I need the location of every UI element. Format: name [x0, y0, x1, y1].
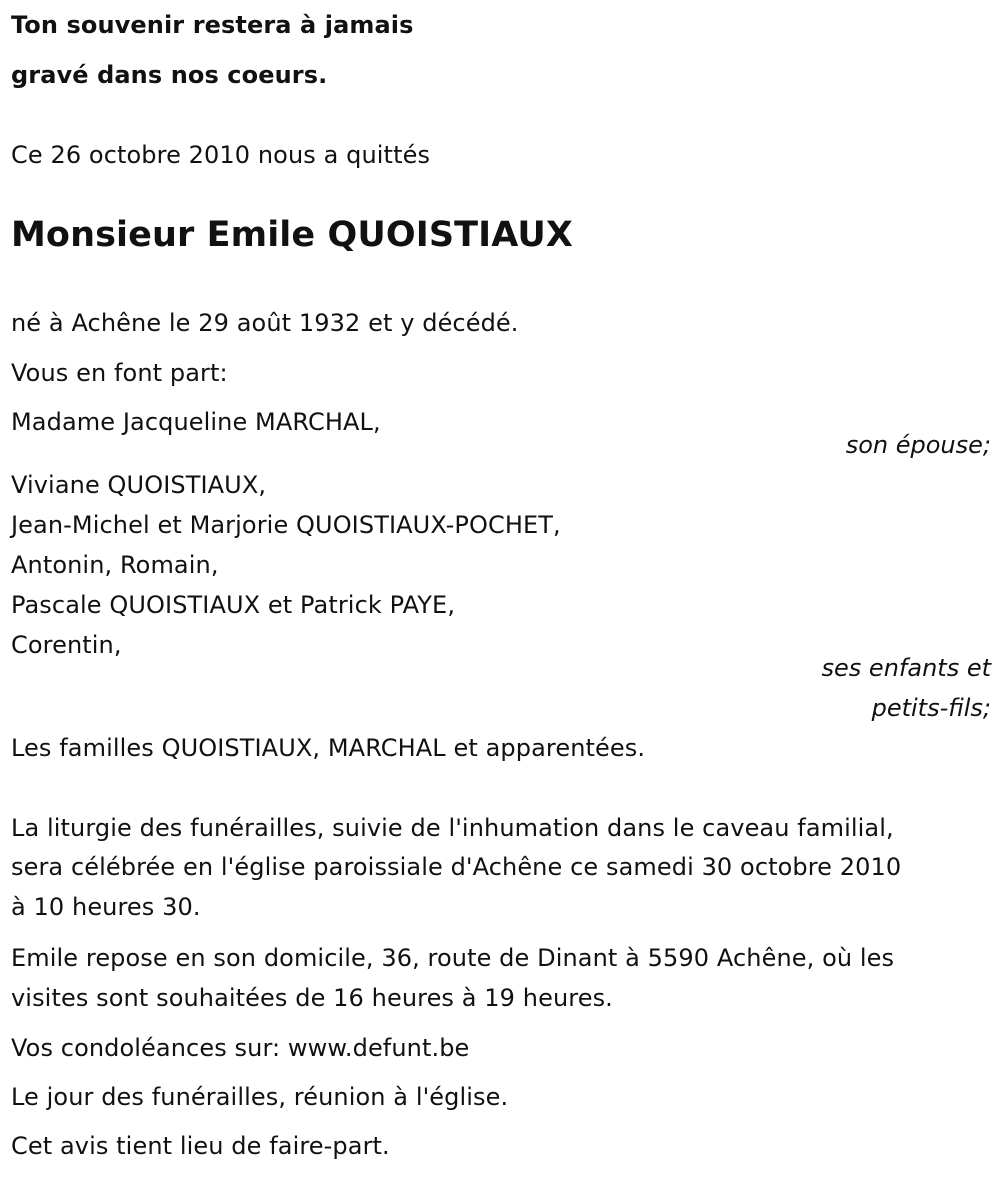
- intro-text: Ce 26 octobre 2010 nous a quittés: [11, 141, 431, 169]
- motto-line-1: Ton souvenir restera à jamais: [11, 11, 414, 39]
- birth-info: né à Achêne le 29 août 1932 et y décédé.: [11, 309, 519, 337]
- child-name: Corentin,: [11, 631, 122, 659]
- child-name: Pascale QUOISTIAUX et Patrick PAYE,: [11, 591, 456, 619]
- funeral-meeting-text: Le jour des funérailles, réunion à l'église.: [11, 1083, 509, 1111]
- liturgy-line-3: à 10 heures 30.: [11, 893, 201, 921]
- visitation-line-1: Emile repose en son domicile, 36, route de Dinant à 5590 Achêne, où les: [11, 944, 895, 972]
- visitation-line-2: visites sont souhaitées de 16 heures à 19 heures.: [11, 984, 613, 1012]
- motto-line-2: gravé dans nos coeurs.: [11, 61, 328, 89]
- child-name: Antonin, Romain,: [11, 551, 219, 579]
- liturgy-line-2: sera célébrée en l'église paroissiale d'Achêne ce samedi 30 octobre 2010: [11, 853, 902, 881]
- condolences-text: Vos condoléances sur: www.defunt.be: [11, 1034, 470, 1062]
- announce-label: Vous en font part:: [11, 359, 228, 387]
- liturgy-line-1: La liturgie des funérailles, suivie de l'inhumation dans le caveau familial,: [11, 814, 894, 842]
- deceased-name: Monsieur Emile QUOISTIAUX: [11, 215, 573, 255]
- children-relation-line-2: petits-fils;: [871, 694, 991, 722]
- child-name: Jean-Michel et Marjorie QUOISTIAUX-POCHET,: [11, 511, 561, 539]
- spouse-relation: son épouse;: [845, 431, 991, 459]
- families-text: Les familles QUOISTIAUX, MARCHAL et apparentées.: [11, 734, 646, 762]
- children-relation-line-1: ses enfants et: [821, 654, 991, 682]
- child-name: Viviane QUOISTIAUX,: [11, 471, 267, 499]
- spouse-name: Madame Jacqueline MARCHAL,: [11, 408, 381, 436]
- notice-text: Cet avis tient lieu de faire-part.: [11, 1132, 390, 1160]
